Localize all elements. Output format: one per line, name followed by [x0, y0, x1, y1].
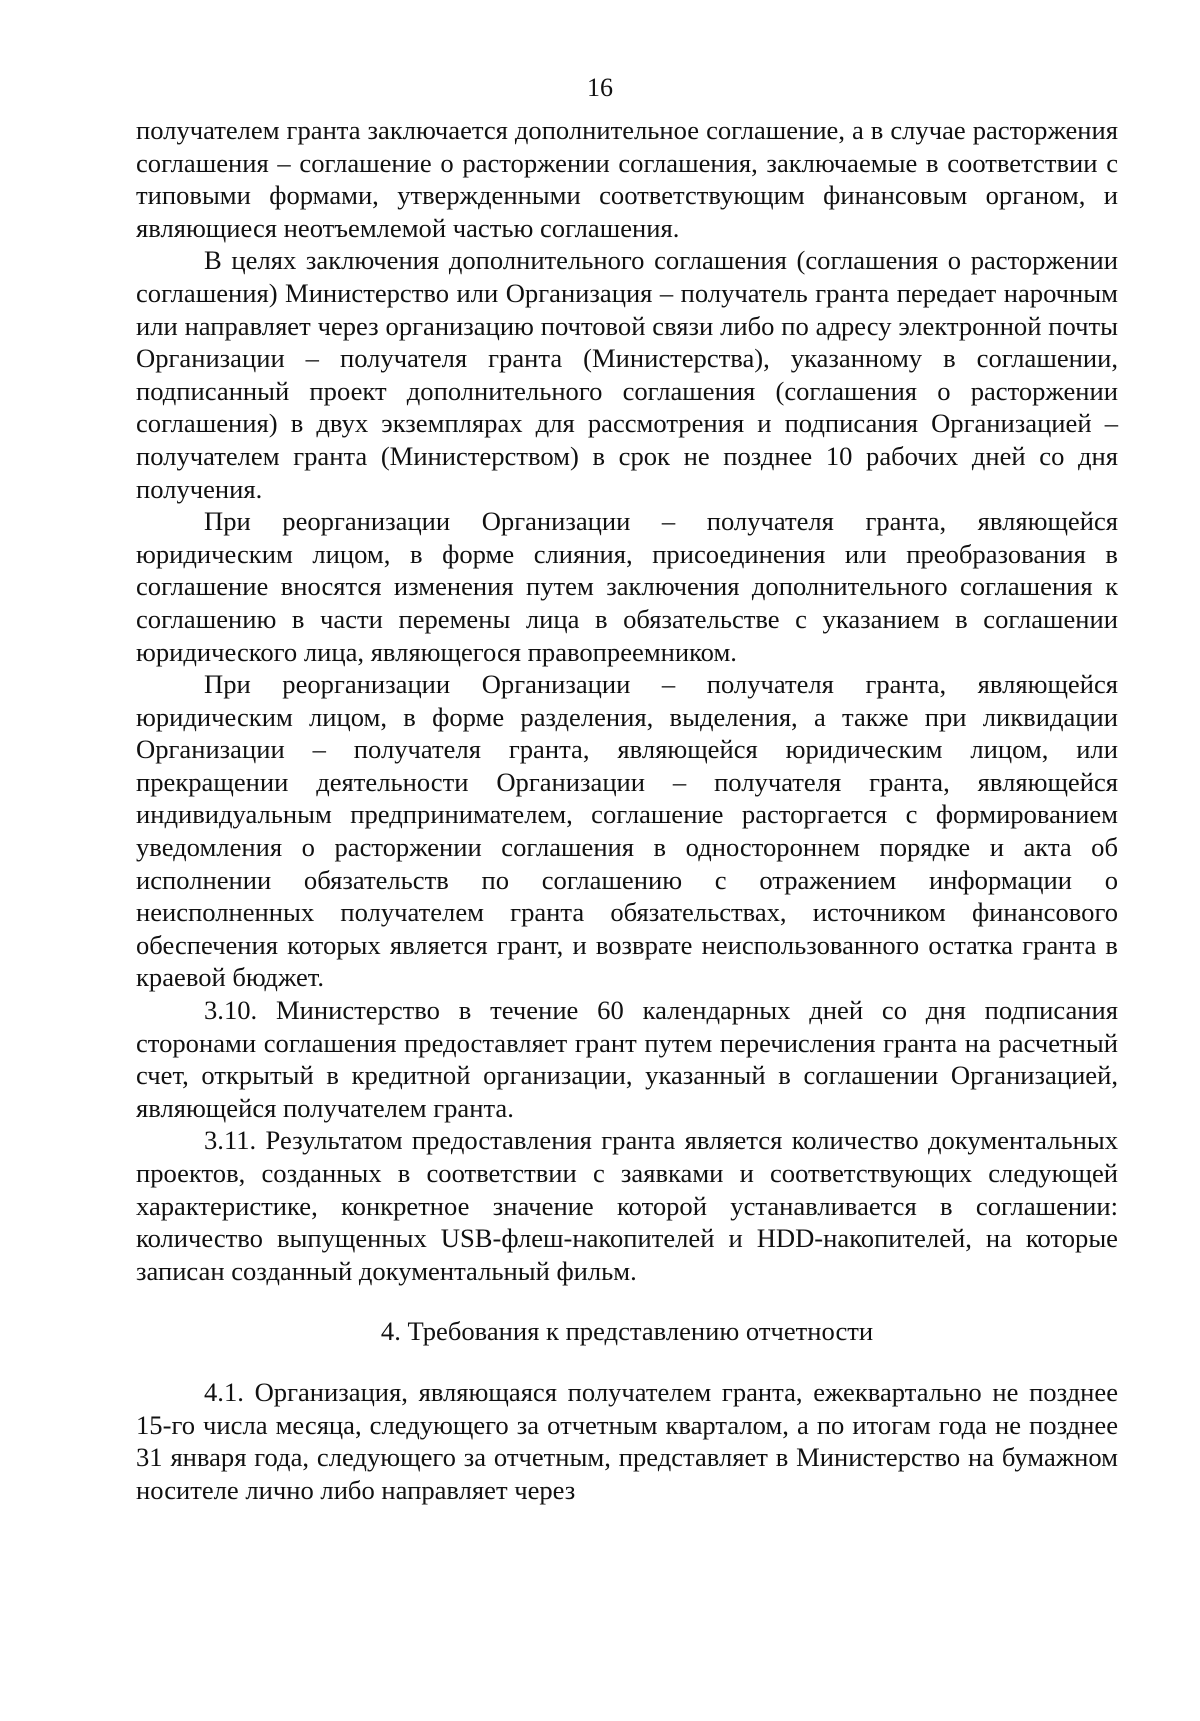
paragraph-4-1: 4.1. Организация, являющаяся получателем гранта, ежеквартально не позднее 15-го числа месяца, следующего за отчетным кварталом, а по итогам года не позднее 31 января года, следующего за отчетным, представляет в Министерство на бумажном носителе лично либо направляет через [136, 1376, 1118, 1505]
paragraph-continuation: получателем гранта заключается дополнительное соглашение, а в случае расторжения соглашения – соглашение о расторжении соглашения, заключаемые в соответствии с типовыми формами, утвержденными соответствующим финансовым органом, и являющиеся неотъемлемой частью соглашения. [136, 115, 1118, 243]
paragraph-reorganization-division: При реорганизации Организации – получателя гранта, являющейся юридическим лицом, в форме разделения, выделения, а также при ликвидации Организации – получателя гранта, являющейся юридическим лицом, или прекращении деятельности Организации – получателя гранта, являющейся индивидуальным предпринимателем, соглашение расторгается с формированием уведомления о расторжении соглашения в одностороннем порядке и акта об исполнении обязательств по соглашению с отражением информации о неисполненных получателем гранта обязательствах, источником финансового обеспечения которых является грант, и возврате неиспользованного остатка гранта в краевой бюджет. [136, 669, 1118, 993]
paragraph-reorganization-merger: При реорганизации Организации – получателя гранта, являющейся юридическим лицом, в форме слияния, присоединения или преобразования в соглашение вносятся изменения путем заключения дополнительного соглашения к соглашению в части перемены лица в обязательстве с указанием в соглашении юридического лица, являющегося правопреемником. [136, 506, 1118, 667]
page-number: 16 [587, 73, 613, 102]
document-body [136, 114, 1118, 1506]
section-heading: 4. Требования к представлению отчетности [380, 1316, 874, 1347]
paragraph-3-10: 3.10. Министерство в течение 60 календарных дней со дня подписания сторонами соглашения предоставляет грант путем перечисления гранта на расчетный счет, открытый в кредитной организации, указанный в соглашении Организацией, являющейся получателем гранта. [136, 995, 1118, 1123]
paragraph-agreement-procedure: В целях заключения дополнительного соглашения (соглашения о расторжении соглашения) Министерство или Организация – получатель гранта передает нарочным или направляет через организацию почтовой связи либо по адресу электронной почты Организации – получателя гранта (Министерства), указанному в соглашении, подписанный проект дополнительного соглашения (соглашения о расторжении соглашения) в двух экземплярах для рассмотрения и подписания Организацией – получателем гранта (Министерством) в срок не позднее 10 рабочих дней со дня получения. [136, 245, 1118, 504]
paragraph-3-11: 3.11. Результатом предоставления гранта является количество документальных проектов, созданных в соответствии с заявками и соответствующих следующей характеристике, конкретное значение которой устанавливается в соглашении: количество выпущенных USB-флеш-накопителей и HDD-накопителей, на которые записан созданный документальный фильм. [136, 1125, 1118, 1286]
